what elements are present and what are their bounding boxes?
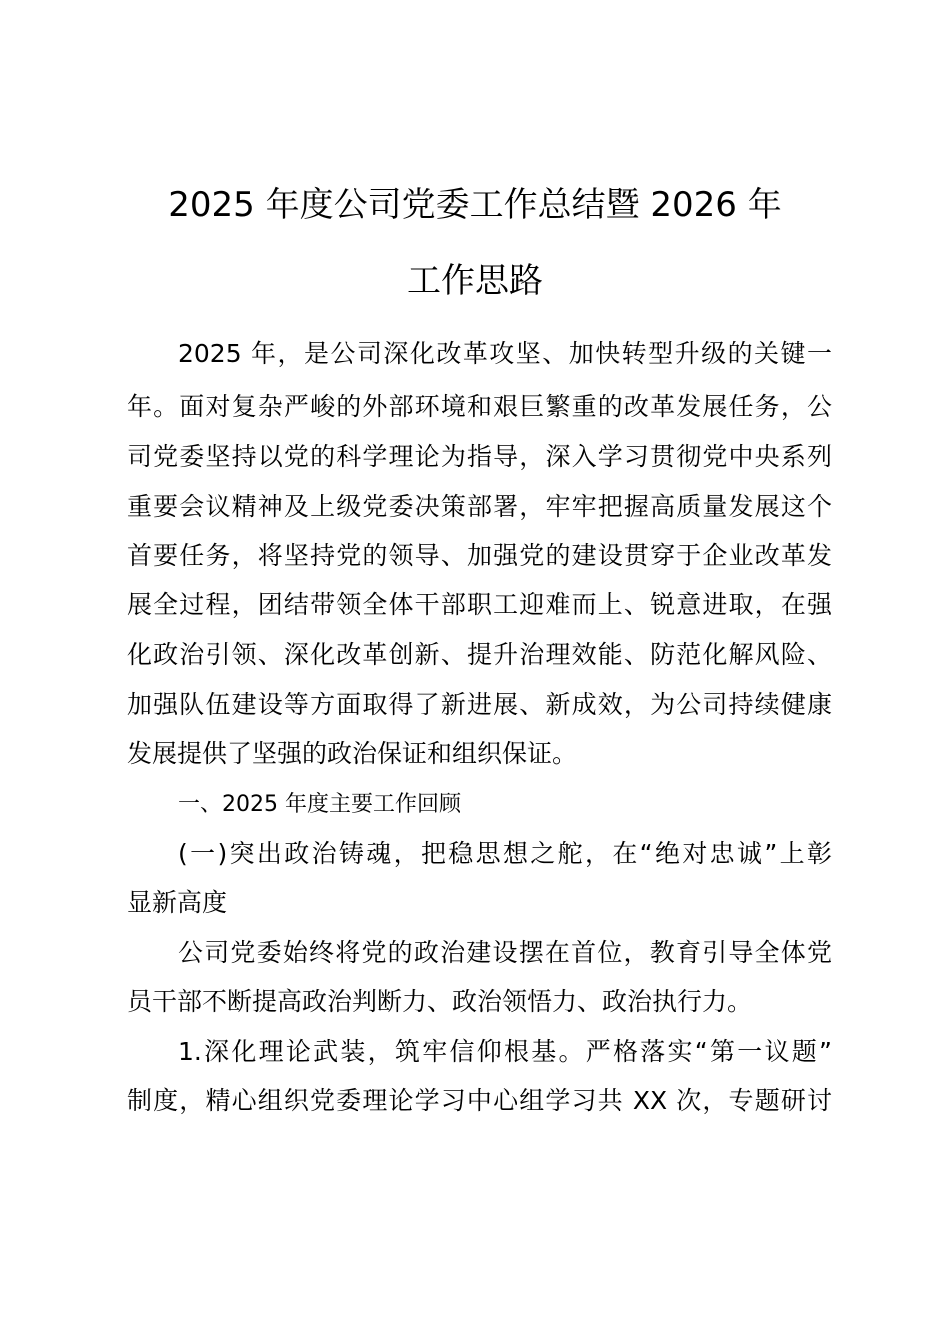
body-line: 首要任务，将坚持党的领导、加强党的建设贯穿于企业改革发 (127, 541, 832, 570)
document-title-line-1: 2025 年度公司党委工作总结暨 2026 年 (168, 185, 782, 225)
body-line: 年。面对复杂严峻的外部环境和艰巨繁重的改革发展任务，公 (127, 392, 832, 421)
subsection-heading: (一)突出政治铸魂，把稳思想之舵，在“绝对忠诚”上彰 (178, 839, 832, 868)
body-line: 公司党委始终将党的政治建设摆在首位，教育引导全体党 (178, 938, 832, 967)
body-line: 化政治引领、深化改革创新、提升治理效能、防范化解风险、 (127, 640, 832, 669)
body-line: 展全过程，团结带领全体干部职工迎难而上、锐意进取，在强 (127, 590, 832, 619)
body-line: 制度，精心组织党委理论学习中心组学习共 XX 次，专题研讨 (127, 1086, 832, 1115)
subsection-heading-cont: 显新高度 (127, 888, 228, 917)
body-line: 员干部不断提高政治判断力、政治领悟力、政治执行力。 (127, 987, 753, 1016)
section-heading: 一、2025 年度主要工作回顾 (178, 792, 461, 817)
body-line: 发展提供了坚强的政治保证和组织保证。 (127, 739, 578, 768)
document-title-line-2: 工作思路 (407, 261, 543, 301)
body-line: 司党委坚持以党的科学理论为指导，深入学习贯彻党中央系列 (127, 442, 832, 471)
body-line: 加强队伍建设等方面取得了新进展、新成效，为公司持续健康 (127, 690, 832, 719)
item-heading: 1.深化理论武装，筑牢信仰根基。严格落实“第一议题” (178, 1037, 832, 1066)
body-line: 重要会议精神及上级党委决策部署，牢牢把握高质量发展这个 (127, 492, 832, 521)
body-line: 2025 年，是公司深化改革攻坚、加快转型升级的关键一 (178, 339, 832, 368)
